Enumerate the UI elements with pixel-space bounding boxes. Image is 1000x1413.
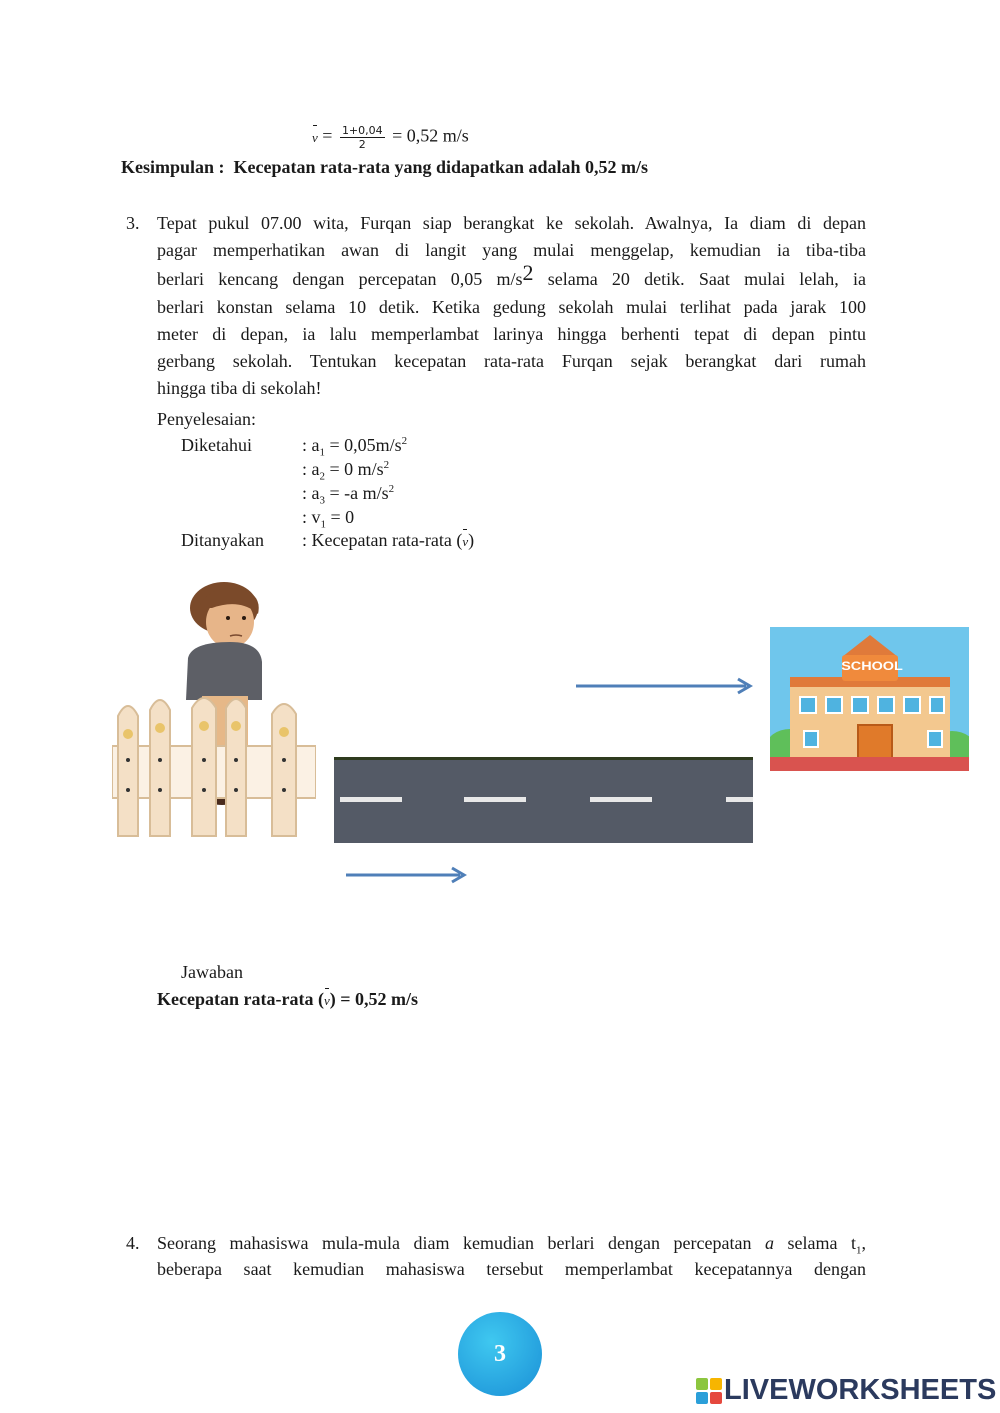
fraction bbox=[340, 124, 385, 151]
formula-result: = 0,52 m/s bbox=[392, 125, 469, 146]
average-velocity-formula: v = $\frac{1+0,04}{2}$ = 0,52 m/s bbox=[312, 124, 469, 151]
ditanyakan-value: : Kecepatan rata-rata (v) bbox=[302, 529, 474, 553]
problem-3-line-5: meter di depan, ia lalu memperlambat larinya hingga berhenti tepat di depan pintu bbox=[157, 324, 866, 344]
jawaban-label: Jawaban bbox=[181, 962, 243, 982]
conclusion bbox=[121, 156, 648, 178]
penyelesaian-heading: Penyelesaian: bbox=[157, 409, 256, 429]
problem-number-4: 4. bbox=[126, 1233, 140, 1253]
arrow-bottom bbox=[346, 865, 468, 885]
arrow-top-right bbox=[576, 676, 754, 696]
problem-3-line-2: pagar memperhatikan awan di langit yang mulai menggelap, kemudian ia tiba-tiba bbox=[157, 240, 866, 260]
problem-3-line-7: hingga tiba di sekolah! bbox=[157, 378, 322, 398]
liveworksheets-logo-icon bbox=[696, 1378, 722, 1404]
known-a3: : $a_3 = -a$ $m/s^2$ bbox=[302, 483, 395, 507]
problem-3-text bbox=[157, 212, 866, 404]
known-a2: : $a_2 = 0$ $m/s^2$ bbox=[302, 459, 390, 483]
fraction-numerator: 1+0,04 bbox=[341, 124, 383, 137]
liveworksheets-wordmark: LIVEWORKSHEETS bbox=[724, 1374, 997, 1406]
problem-4-line-1: Seorang mahasiswa mula-mula diam kemudian berlari dengan percepatan a selama $t_1$, bbox=[157, 1233, 866, 1257]
conclusion-text: Kecepatan rata-rata yang didapatkan adalah 0,52 m/s bbox=[233, 157, 649, 177]
known-values bbox=[302, 434, 407, 530]
boy-fence-illustration bbox=[112, 578, 316, 844]
problem-number-3: 3. bbox=[126, 213, 140, 233]
problem-3-line-3: berlari kencang dengan percepatan 0,05 m/s2 selama 20 detik. Saat mulai lelah, ia bbox=[157, 260, 866, 289]
problem-3-line-1: Tepat pukul 07.00 wita, Furqan siap berangkat ke sekolah. Awalnya, Ia diam di depan bbox=[157, 213, 866, 233]
ditanyakan-label: Ditanyakan bbox=[181, 530, 264, 550]
road bbox=[334, 757, 753, 843]
road-stripe bbox=[340, 797, 402, 802]
problem-4-text bbox=[157, 1232, 866, 1284]
jawaban-answer: Kecepatan rata-rata (v) = 0,52 m/s bbox=[157, 988, 418, 1012]
problem-4-line-2: beberapa saat kemudian mahasiswa tersebut memperlambat kecepatannya dengan bbox=[157, 1259, 866, 1279]
v-bar-symbol: v bbox=[312, 127, 318, 149]
page-number-badge: 3 bbox=[458, 1312, 542, 1396]
school-illustration bbox=[770, 627, 969, 771]
diketahui-label: Diketahui bbox=[181, 435, 252, 455]
road-stripe bbox=[464, 797, 526, 802]
conclusion-label: Kesimpulan : bbox=[121, 157, 225, 177]
v-bar-symbol: v bbox=[462, 531, 468, 553]
school-sign-text: SCHOOL bbox=[841, 659, 903, 673]
liveworksheets-brand bbox=[696, 1374, 996, 1407]
problem-3-line-4: berlari konstan selama 10 detik. Ketika gedung sekolah mulai terlihat pada jarak 100 bbox=[157, 297, 866, 317]
problem-3-line-6: gerbang sekolah. Tentukan kecepatan rata-rata Furqan sejak berangkat dari rumah bbox=[157, 351, 866, 371]
road-stripe bbox=[726, 797, 753, 802]
v-bar-symbol: v bbox=[324, 990, 330, 1012]
fraction-denominator: 2 bbox=[358, 138, 366, 151]
road-stripe bbox=[590, 797, 652, 802]
known-v1: : $v_1 = 0$ bbox=[302, 507, 355, 531]
known-a1: : $a_1 = 0,05m/s^2$ bbox=[302, 435, 408, 459]
squared-exponent: 2 bbox=[522, 260, 534, 285]
school-building bbox=[770, 627, 969, 771]
